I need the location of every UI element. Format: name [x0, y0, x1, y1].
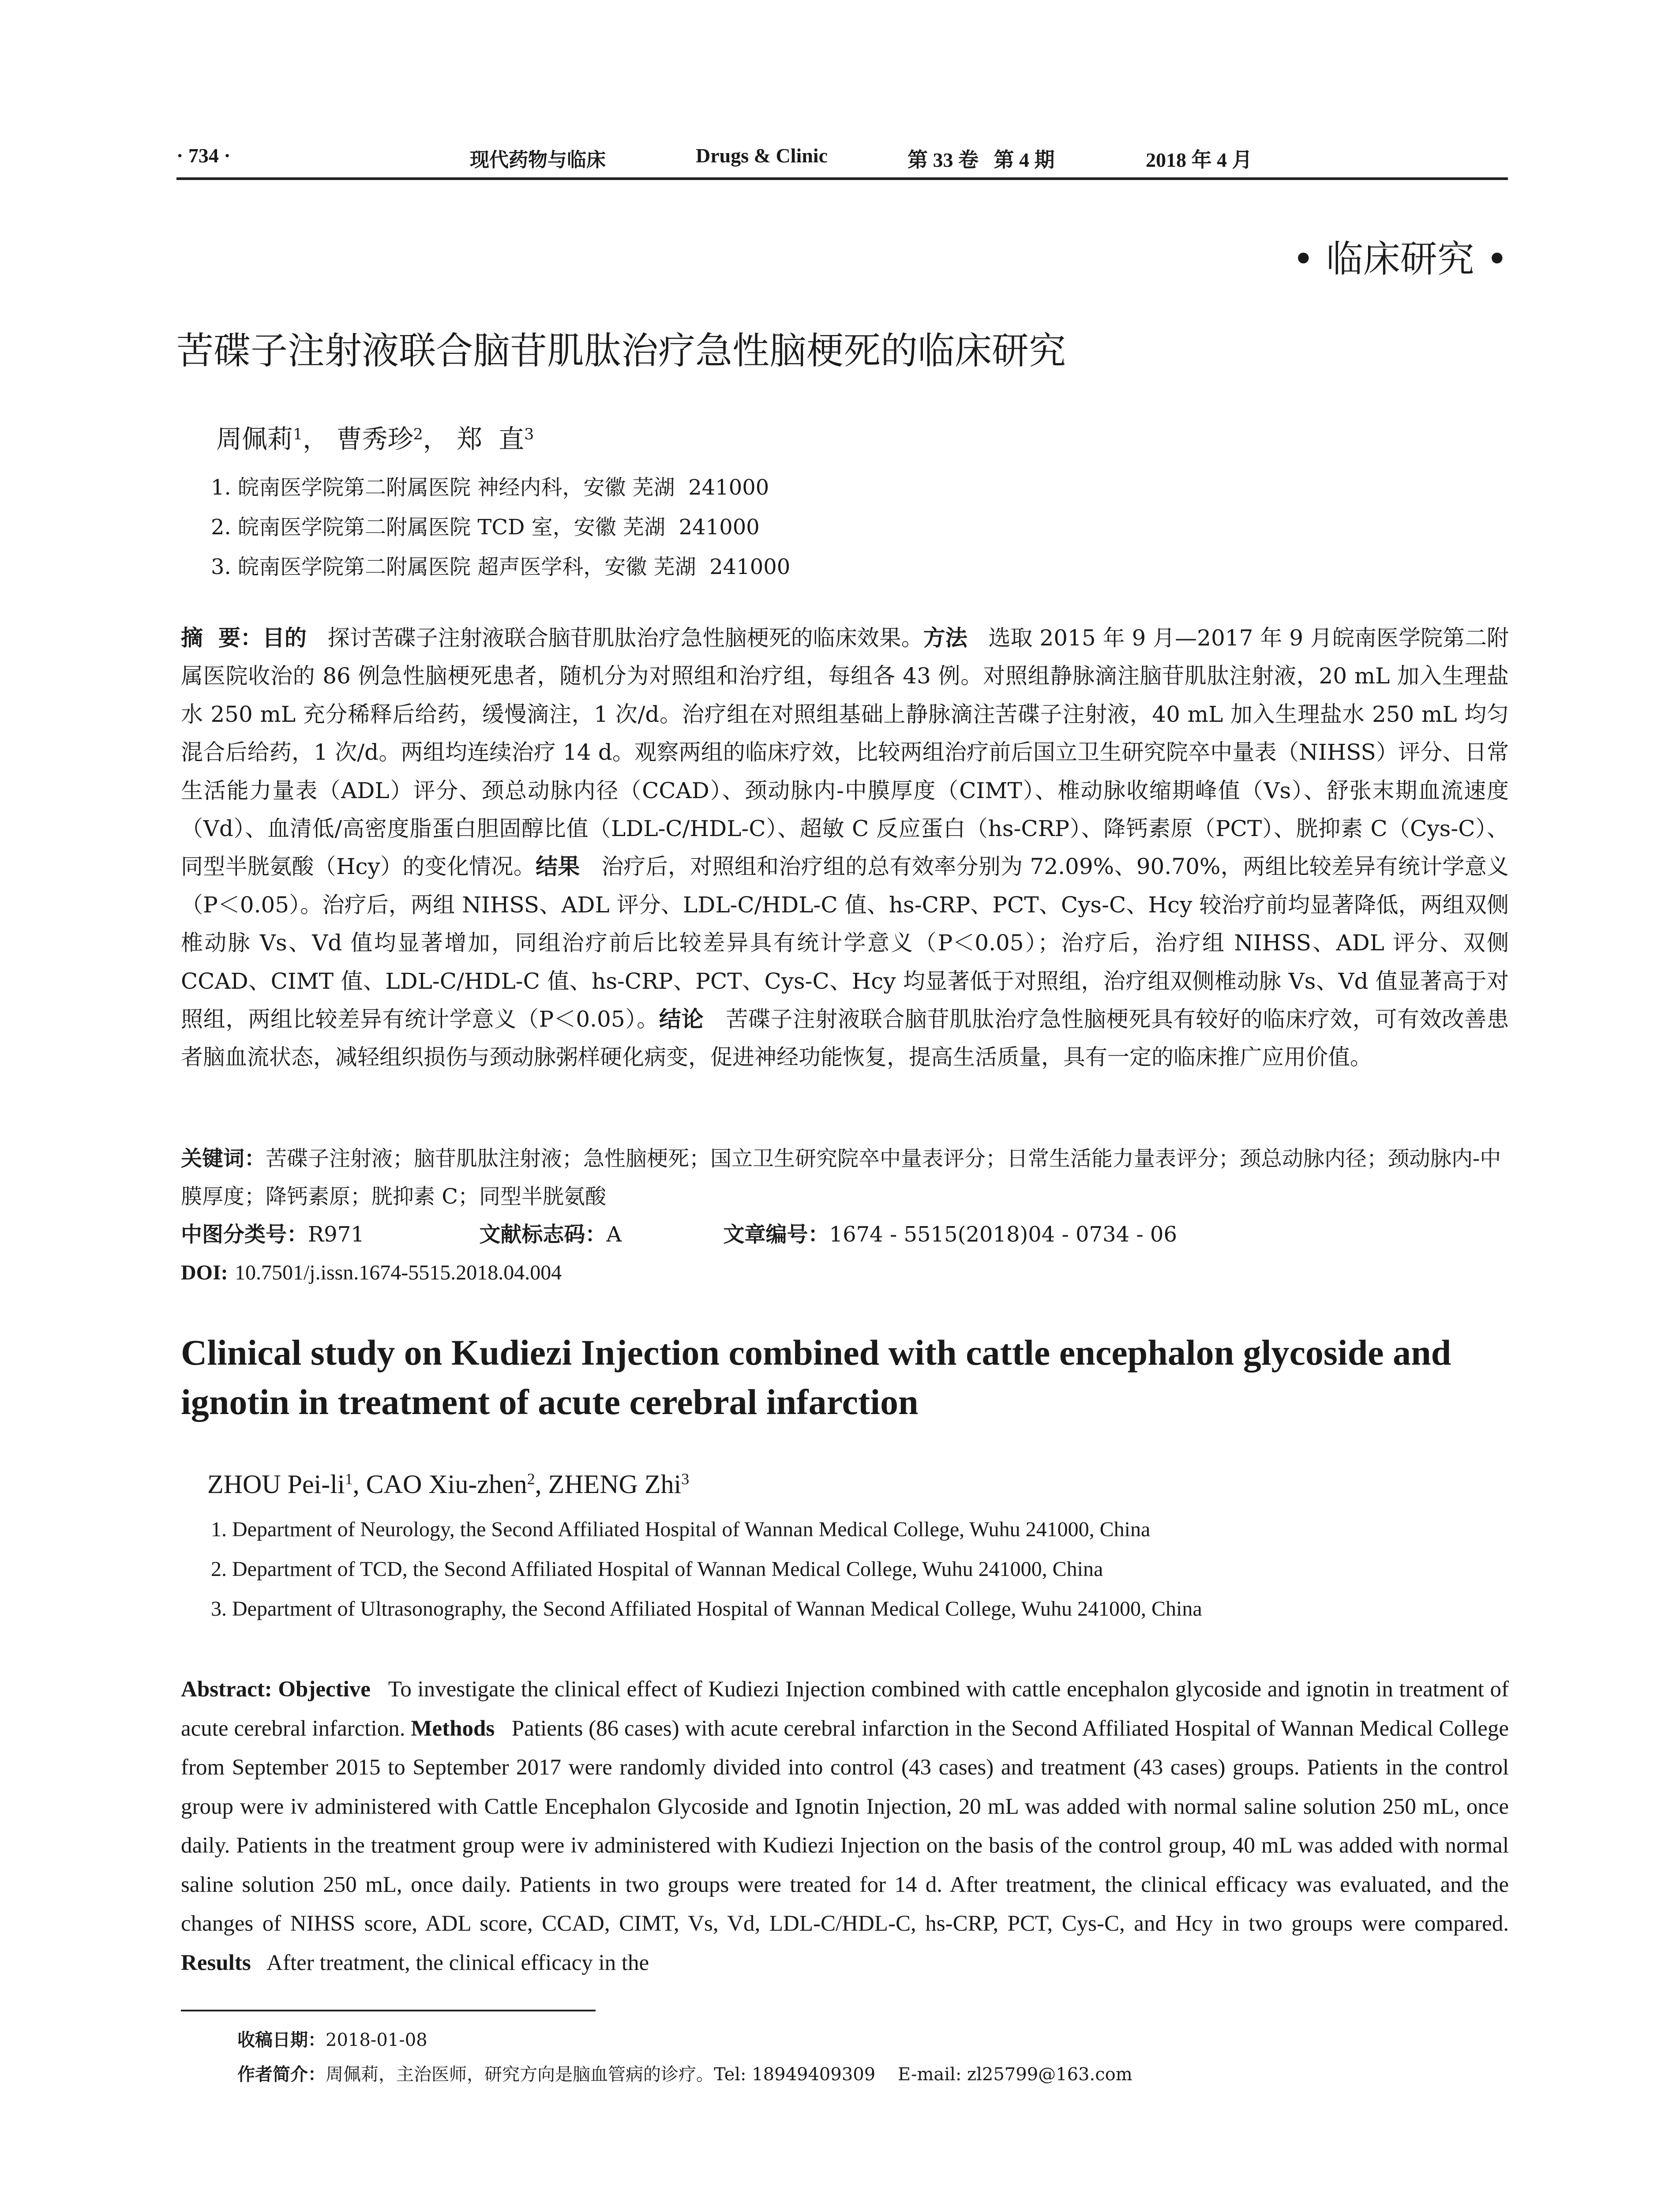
author-separator: ，: [423, 424, 449, 454]
affiliation-mark: 3: [681, 1470, 690, 1488]
objective-text: 探讨苦碟子注射液联合脑苷肌肽治疗急性脑梗死的临床效果。: [327, 625, 923, 651]
methods-label: 方法: [923, 625, 968, 651]
author-list-en: [207, 1469, 689, 1500]
author-bio-label: 作者简介：: [237, 2064, 326, 2085]
article-title-cn: 苦碟子注射液联合脑苷肌肽治疗急性脑梗死的临床研究: [176, 329, 1066, 372]
author-separator: ，: [303, 424, 329, 454]
doi-label: DOI:: [181, 1261, 228, 1284]
objective-label: Objective: [278, 1677, 371, 1702]
running-header: [176, 140, 1508, 180]
affiliation-mark: 2: [527, 1470, 535, 1488]
doi-row: [181, 1253, 1509, 1292]
methods-text: 选取 2015 年 9 月—2017 年 9 月皖南医学院第二附属医院收治的 86 例急性脑梗死患者，随机分为对照组和治疗组，每组各 43 例。对照组静脉滴注脑苷肌肽注射液，20 mL 加入生理盐水 250 mL 充分稀释后给药，缓慢滴注，1 次/d。治疗组在对照组基础上静脉滴注苦碟子注射液，40 mL 加入生理盐水 250 mL 均匀混合后给药，1 次/d。两组均连续治疗 14 d。观察两组的临床疗效，比较两组治疗前后国立卫生研究院卒中量表（NIHSS）评分、日常生活能力量表（ADL）评分、颈总动脉内径（CCAD）、颈动脉内-中膜厚度（CIMT）、椎动脉收缩期峰值（Vs）、舒张末期血流速度（Vd）、血清低/高密度脂蛋白胆固醇比值（LDL-C/HDL-C）、超敏 C 反应蛋白（hs-CRP）、降钙素原（PCT）、胱抑素 C（Cys-C）、同型半胱氨酸（Hcy）的变化情况。: [181, 625, 1509, 880]
author-name: 周佩莉: [216, 424, 293, 454]
keywords-label: 关键词：: [181, 1146, 266, 1171]
author-separator: ,: [352, 1470, 366, 1499]
author-name: 郑 直: [457, 424, 525, 454]
affiliation-mark: 1: [345, 1470, 353, 1488]
doi-value: 10.7501/j.issn.1674-5515.2018.04.004: [234, 1261, 562, 1284]
methods-label: Methods: [411, 1716, 495, 1741]
received-value: 2018-01-08: [326, 2030, 428, 2050]
affiliation-item: 1. Department of Neurology, the Second Affiliated Hospital of Wannan Medical College, Wuhu 241000, China: [211, 1518, 1151, 1541]
clc-value: R971: [308, 1222, 364, 1247]
author-name: 曹秀珍: [336, 424, 413, 454]
conclusion-label: 结论: [659, 1006, 704, 1032]
article-number-label: 文章编号：: [723, 1222, 829, 1247]
author-bio: [237, 2057, 1132, 2092]
objective-text: To investigate the clinical effect of Kudiezi Injection combined with cattle encephalon glycoside and ignotin in treatment of acute cerebral infarction.: [181, 1677, 1509, 1741]
journal-volume-issue: 第 33 卷 第 4 期: [908, 149, 1055, 171]
doc-code-value: A: [606, 1222, 622, 1247]
journal-date: 2018 年 4 月: [1146, 149, 1252, 171]
article-metadata-cn: [181, 1140, 1509, 1292]
footnotes: [237, 2023, 1132, 2092]
affiliation-item: 3. 皖南医学院第二附属医院 超声医学科，安徽 芜湖 241000: [211, 555, 791, 579]
received-date: [237, 2023, 1132, 2057]
abstract-label: 摘 要：: [181, 625, 262, 651]
objective-label: 目的: [262, 625, 307, 651]
results-label: 结果: [536, 854, 580, 880]
results-text: 治疗后，对照组和治疗组的总有效率分别为 72.09%、90.70%，两组比较差异有统计学意义（P＜0.05）。治疗后，两组 NIHSS、ADL 评分、LDL-C/HDL-C 值、hs-CRP、PCT、Cys-C、Hcy 较治疗前均显著降低，两组双侧椎动脉 Vs、Vd 值均显著增加，同组治疗前后比较差异具有统计学意义（P＜0.05）；治疗后，治疗组 NIHSS、ADL 评分、双侧 CCAD、CIMT 值、LDL-C/HDL-C 值、hs-CRP、PCT、Cys-C、Hcy 均显著低于对照组，治疗组双侧椎动脉 Vs、Vd 值显著高于对照组，两组比较差异有统计学意义（P＜0.05）。: [181, 854, 1509, 1032]
page-number: · 734 ·: [176, 144, 231, 167]
author-name: CAO Xiu-zhen: [366, 1470, 527, 1499]
affiliation-item: 2. 皖南医学院第二附属医院 TCD 室，安徽 芜湖 241000: [211, 515, 760, 540]
author-separator: ,: [535, 1470, 548, 1499]
affiliation-item: 2. Department of TCD, the Second Affiliated Hospital of Wannan Medical College, Wuhu 241000, China: [211, 1557, 1103, 1581]
abstract-cn: [181, 619, 1509, 1077]
methods-text: Patients (86 cases) with acute cerebral infarction in the Second Affiliated Hospital of Wannan Medical College from September 2015 to September 2017 were randomly divided into control (43 cases) and treatment (43 cases) groups. Patients in the control group were iv administered with Cattle Encephalon Glycoside and Ignotin Injection, 20 mL was added with normal saline solution 250 mL, once daily. Patients in the treatment group were iv administered with Kudiezi Injection on the basis of the control group, 40 mL was added with normal saline solution 250 mL, once daily. Patients in two groups were treated for 14 d. After treatment, the clinical efficacy was evaluated, and the changes of NIHSS score, ADL score, CCAD, CIMT, Vs, Vd, LDL-C/HDL-C, hs-CRP, PCT, Cys-C, and Hcy in two groups were compared.: [181, 1716, 1509, 1936]
journal-name-en: Drugs & Clinic: [696, 144, 828, 167]
article-title-en: Clinical study on Kudiezi Injection combined with cattle encephalon glycoside and ignotin in treatment of acute cerebral infarction: [181, 1332, 1451, 1422]
affiliation-mark: 2: [413, 425, 423, 443]
section-label: • 临床研究 •: [1292, 237, 1508, 281]
affiliation-item: 1. 皖南医学院第二附属医院 神经内科，安徽 芜湖 241000: [211, 475, 769, 500]
clc-label: 中图分类号：: [181, 1222, 308, 1247]
keywords-cn: [181, 1140, 1509, 1216]
abstract-label: Abstract:: [181, 1677, 272, 1702]
affiliation-mark: 1: [293, 425, 303, 443]
author-list-cn: [216, 418, 534, 455]
doc-code-label: 文献标志码：: [479, 1222, 607, 1247]
article-number-value: 1674 - 5515(2018)04 - 0734 - 06: [829, 1222, 1177, 1247]
header-rule: [176, 177, 1508, 180]
results-text: After treatment, the clinical efficacy in the: [266, 1950, 649, 1975]
author-name: ZHENG Zhi: [548, 1470, 682, 1499]
results-label: Results: [181, 1950, 251, 1975]
abstract-en: [181, 1670, 1509, 1982]
affiliation-list-en: [211, 1510, 1202, 1629]
received-label: 收稿日期：: [237, 2030, 326, 2050]
classification-row: [181, 1216, 1509, 1253]
affiliation-list-cn: [211, 468, 790, 587]
footnote-rule: [181, 2010, 596, 2011]
affiliation-mark: 3: [524, 425, 534, 443]
author-bio-text: 周佩莉，主治医师，研究方向是脑血管病的诊疗。Tel: 18949409309 E-mail: zl25799@163.com: [326, 2064, 1132, 2085]
journal-name-cn: 现代药物与临床: [470, 149, 606, 171]
conclusion-text: 苦碟子注射液联合脑苷肌肽治疗急性脑梗死具有较好的临床疗效，可有效改善患者脑血流状态，减轻组织损伤与颈动脉粥样硬化病变，促进神经功能恢复，提高生活质量，具有一定的临床推广应用价值。: [181, 1006, 1509, 1070]
affiliation-item: 3. Department of Ultrasonography, the Second Affiliated Hospital of Wannan Medical College, Wuhu 241000, China: [211, 1597, 1202, 1621]
keywords-text: 苦碟子注射液；脑苷肌肽注射液；急性脑梗死；国立卫生研究院卒中量表评分；日常生活能力量表评分；颈总动脉内径；颈动脉内-中膜厚度；降钙素原；胱抑素 C；同型半胱氨酸: [181, 1146, 1501, 1209]
author-name: ZHOU Pei-li: [207, 1470, 345, 1499]
